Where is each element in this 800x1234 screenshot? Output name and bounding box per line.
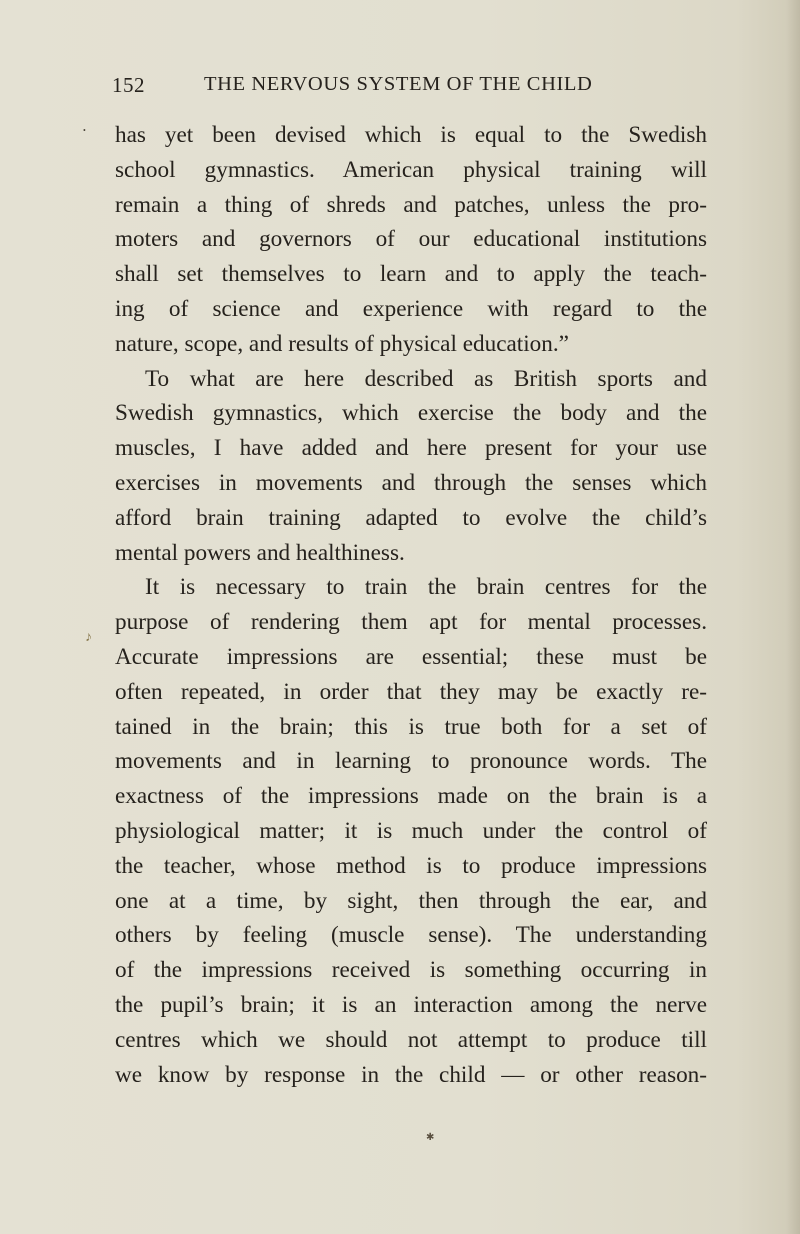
text-line: remain a thing of shreds and patches, unless the pro- — [115, 191, 707, 218]
text-line: nature, scope, and results of physical education.” — [115, 330, 569, 357]
page-number: 152 — [112, 73, 145, 97]
text-line: To what are here described as British sports and — [145, 365, 707, 392]
margin-mark: ♪ — [85, 630, 92, 645]
text-line: the teacher, whose method is to produce impressions — [115, 852, 707, 879]
text-line: ing of science and experience with regard to the — [115, 295, 707, 322]
page-edge-shadow — [786, 0, 800, 1234]
text-line: Swedish gymnastics, which exercise the body and the — [115, 400, 707, 427]
text-line: moters and governors of our educational institutions — [115, 226, 707, 253]
text-line: often repeated, in order that they may be exactly re- — [115, 678, 707, 705]
text-line: exercises in movements and through the senses which — [115, 469, 707, 496]
text-line: muscles, I have added and here present for your use — [115, 435, 707, 462]
text-line: school gymnastics. American physical training will — [115, 156, 707, 183]
text-line: It is necessary to train the brain centres for the — [145, 574, 707, 601]
text-line: purpose of rendering them apt for mental processes. — [115, 609, 707, 636]
text-line: Accurate impressions are essential; these must be — [115, 643, 707, 670]
text-line: movements and in learning to pronounce words. The — [115, 748, 707, 775]
text-line: exactness of the impressions made on the brain is a — [115, 783, 707, 810]
page-header — [112, 73, 628, 103]
text-line: afford brain training adapted to evolve the child’s — [115, 504, 707, 531]
bottom-mark: ✱ — [426, 1132, 435, 1143]
text-line: the pupil’s brain; it is an interaction among the nerve — [115, 991, 707, 1018]
running-title: THE NERVOUS SYSTEM OF THE CHILD — [204, 73, 593, 95]
body-text — [115, 118, 707, 1092]
text-line: tained in the brain; this is true both for a set of — [115, 713, 707, 740]
text-line: one at a time, by sight, then through the ear, and — [115, 887, 707, 914]
text-line: has yet been devised which is equal to the Swedish — [115, 122, 707, 148]
text-line: shall set themselves to learn and to apply the teach- — [115, 261, 707, 288]
text-line: others by feeling (muscle sense). The understanding — [115, 922, 707, 949]
text-line: we know by response in the child — or other reason- — [115, 1061, 707, 1088]
text-line: mental powers and healthiness. — [115, 539, 405, 566]
text-line: of the impressions received is something occurring in — [115, 957, 707, 984]
ink-speck: • — [83, 126, 86, 135]
text-line: centres which we should not attempt to produce till — [115, 1026, 707, 1053]
text-line: physiological matter; it is much under the control of — [115, 817, 707, 844]
